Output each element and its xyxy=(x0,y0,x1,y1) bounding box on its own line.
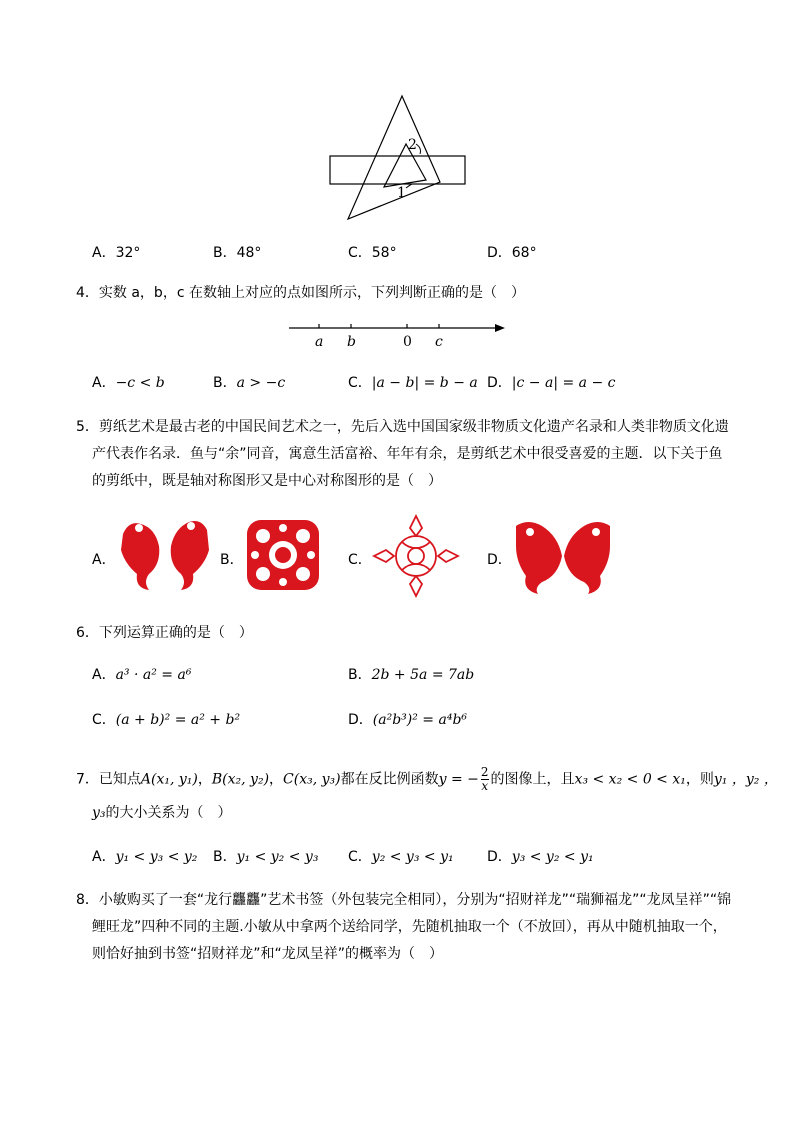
q5-stem-line3: 的剪纸中，既是轴对称图形又是中心对称图形的是（ ） xyxy=(92,473,442,489)
q7-fraction-num: 2 xyxy=(480,765,489,779)
q7-sep2: ， xyxy=(269,771,284,788)
q3-option-a: A．32° xyxy=(92,245,141,261)
q5-option-d-label: D． xyxy=(487,552,512,568)
q6-option-c-label: C． xyxy=(92,712,116,728)
q7-function-fraction xyxy=(481,766,489,793)
q4-option-b-math: a > −c xyxy=(236,375,286,391)
q7-option-c-label: C． xyxy=(348,849,372,865)
q7-option-a-label: A． xyxy=(92,849,116,865)
q3-option-c: C．58° xyxy=(348,245,397,261)
q6-stem: 6．下列运算正确的是（ ） xyxy=(76,625,253,641)
angle2-label: 2 xyxy=(408,137,417,153)
axis-label-0: 0 xyxy=(403,334,412,350)
large-triangle xyxy=(348,96,440,219)
q4-option-c-label: C． xyxy=(348,375,372,391)
axis-label-b: b xyxy=(347,334,356,350)
small-triangle xyxy=(384,144,426,187)
axis-arrow xyxy=(495,324,505,332)
q4-option-d xyxy=(487,373,615,393)
q6-option-b-math: 2b + 5a = 7ab xyxy=(371,667,475,683)
angle1-arc xyxy=(406,184,412,188)
q6-option-c xyxy=(92,710,240,730)
q7-point-a: A(x₁, y₁) xyxy=(140,771,198,788)
q7-vars: y₁ ，y₂ ， xyxy=(713,771,778,788)
q7-stem-line2 xyxy=(92,803,232,823)
q7-option-c xyxy=(348,847,454,867)
q6-option-d xyxy=(348,710,467,730)
q7-point-c: C(x₃, y₃) xyxy=(283,771,341,788)
q6-option-a xyxy=(92,665,191,685)
q7-fraction-den: x xyxy=(481,779,489,793)
q4-option-c xyxy=(348,373,478,393)
q4-option-a xyxy=(92,373,165,393)
q7-option-d xyxy=(487,847,594,867)
q5-option-c-label: C． xyxy=(348,552,372,568)
axis-label-c: c xyxy=(435,334,443,350)
q7-option-a xyxy=(92,847,197,867)
axis-label-a: a xyxy=(315,334,324,350)
q7-stem-line1 xyxy=(76,766,778,793)
q8-stem-line2: 鲤旺龙”四种不同的主题.小敏从中拿两个送给同学，先随机抽取一个（不放回），再从中随机抽取一个， xyxy=(92,919,727,935)
q4-option-b xyxy=(213,373,285,393)
q7-text-mid: 都在反比例函数 xyxy=(340,771,439,788)
angle1-label: 1 xyxy=(397,185,406,201)
q5-option-c-fish-image xyxy=(372,514,460,598)
q7-option-b-label: B． xyxy=(213,849,237,865)
q6-option-d-math: (a²b³)² = a⁴b⁶ xyxy=(372,712,468,728)
q7-point-b: B(x₂, y₂) xyxy=(211,771,270,788)
q5-option-b-label: B． xyxy=(220,552,244,568)
q6-option-a-label: A． xyxy=(92,667,116,683)
q3-option-b: B．48° xyxy=(213,245,262,261)
q3-option-d: D．68° xyxy=(487,245,537,261)
q7-option-d-math: y₃ < y₂ < y₁ xyxy=(511,849,594,865)
q4-option-d-label: D． xyxy=(487,375,512,391)
q6-option-b-label: B． xyxy=(348,667,372,683)
q8-stem-line3: 则恰好抽到书签“招财祥龙”和“龙凤呈祥”的概率为（ ） xyxy=(92,946,444,962)
q7-option-b-math: y₁ < y₂ < y₃ xyxy=(236,849,319,865)
q7-text-mid2: 的图像上，且 xyxy=(490,771,575,788)
q5-stem-line1: 5．剪纸艺术是最古老的中国民间艺术之一，先后入选中国国家级非物质文化遗产名录和人类非物质文化遗 xyxy=(76,419,729,435)
q4-stem: 4．实数 a，b，c 在数轴上对应的点如图所示，下列判断正确的是（ ） xyxy=(76,285,525,301)
q4-option-d-math: |c − a| = a − c xyxy=(511,375,616,391)
q4-option-c-math: |a − b| = b − a xyxy=(371,375,478,391)
q5-option-a-fish-image xyxy=(115,516,215,592)
q6-option-d-label: D． xyxy=(348,712,373,728)
q7-option-b xyxy=(213,847,318,867)
q6-option-c-math: (a + b)² = a² + b² xyxy=(115,712,241,728)
q3-triangle-ruler-figure xyxy=(320,92,480,224)
q5-stem-line2: 产代表作名录．鱼与“余”同音，寓意生活富裕、年年有余，是剪纸艺术中很受喜爱的主题．以下关于鱼 xyxy=(92,446,723,462)
q7-condition: x₃ < x₂ < 0 < x₁ xyxy=(574,771,686,788)
q7-option-a-math: y₁ < y₃ < y₂ xyxy=(115,849,198,865)
q4-number-line xyxy=(285,316,510,352)
q5-option-b-fish-image xyxy=(243,516,323,594)
q7-var-y3: y₃ xyxy=(92,805,106,821)
q8-stem-line1: 8．小敏购买了一套“龙行龘龘”艺术书签（外包装完全相同），分别为“招财祥龙”“瑞狮福龙”“龙凤呈祥”“锦 xyxy=(76,892,732,908)
q7-function-lhs: y = − xyxy=(438,771,479,788)
q5-option-a-label: A． xyxy=(92,552,116,568)
q6-option-a-math: a³ · a² = a⁶ xyxy=(115,667,192,683)
q5-option-d-fish-image xyxy=(512,516,614,594)
q7-text-then: ，则 xyxy=(685,771,714,788)
q6-option-b xyxy=(348,665,474,685)
q4-option-b-label: B． xyxy=(213,375,237,391)
q7-line2-text: 的大小关系为（ ） xyxy=(105,805,232,821)
q7-option-d-label: D． xyxy=(487,849,512,865)
q7-text-prefix: 7．已知点 xyxy=(76,771,141,788)
q4-option-a-label: A． xyxy=(92,375,116,391)
q7-option-c-math: y₂ < y₃ < y₁ xyxy=(371,849,454,865)
q4-option-a-math: −c < b xyxy=(115,375,165,391)
q7-sep1: ， xyxy=(197,771,212,788)
